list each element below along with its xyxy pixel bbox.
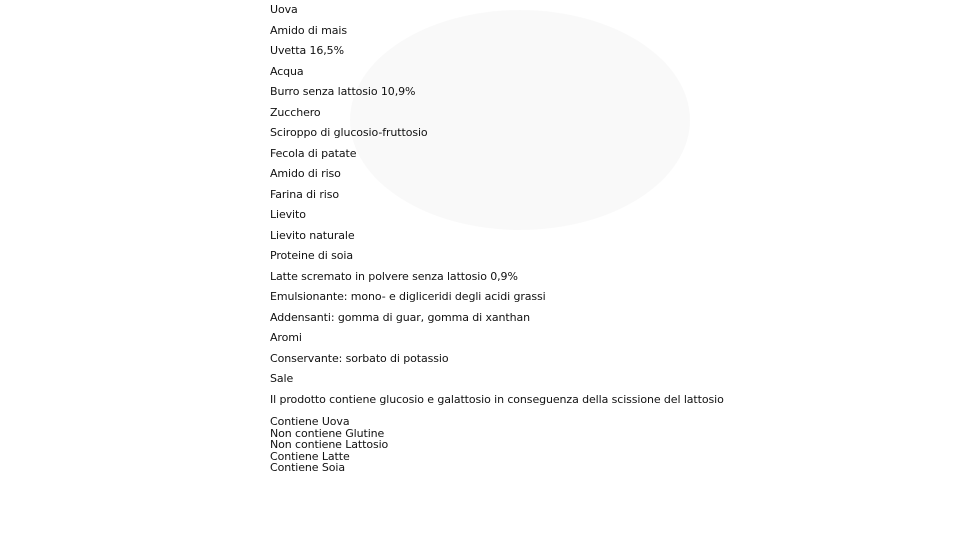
product-info-content xyxy=(270,0,890,474)
ingredient-item: Sale xyxy=(270,372,294,385)
ingredient-item: Acqua xyxy=(270,64,304,78)
allergen-list xyxy=(270,416,890,474)
allergen-item: Contiene Uova xyxy=(270,415,350,428)
ingredient-item: Conservante: sorbato di potassio xyxy=(270,351,449,365)
ingredient-item: Uova xyxy=(270,3,298,16)
ingredient-item: Amido di riso xyxy=(270,167,341,180)
ingredient-list xyxy=(270,3,890,386)
allergen-item: Non contiene Lattosio xyxy=(270,438,389,452)
ingredient-item: Zucchero xyxy=(270,105,321,119)
allergen-item: Contiene Latte xyxy=(270,449,350,463)
ingredient-item: Uvetta 16,5% xyxy=(270,44,344,57)
ingredient-item: Amido di mais xyxy=(270,23,347,37)
ingredient-item: Burro senza lattosio 10,9% xyxy=(270,85,416,98)
lactose-note: Il prodotto contiene glucosio e galattosio in conseguenza della scissione del lattosio xyxy=(270,392,724,406)
ingredient-item: Farina di riso xyxy=(270,187,340,201)
allergen-item: Contiene Soia xyxy=(270,461,345,475)
ingredient-item: Proteine di soia xyxy=(270,249,354,262)
ingredient-item: Latte scremato in polvere senza lattosio 0,9% xyxy=(270,269,518,283)
ingredient-item: Sciroppo di glucosio-fruttosio xyxy=(270,126,428,139)
allergen-item: Non contiene Glutine xyxy=(270,426,385,440)
ingredient-item: Emulsionante: mono- e digliceridi degli acidi grassi xyxy=(270,290,546,303)
ingredient-item: Fecola di patate xyxy=(270,146,357,160)
ingredient-item: Aromi xyxy=(270,331,302,344)
ingredient-item: Addensanti: gomma di guar, gomma di xanthan xyxy=(270,310,531,324)
ingredient-item: Lievito naturale xyxy=(270,228,355,242)
ingredient-item: Lievito xyxy=(270,208,306,221)
